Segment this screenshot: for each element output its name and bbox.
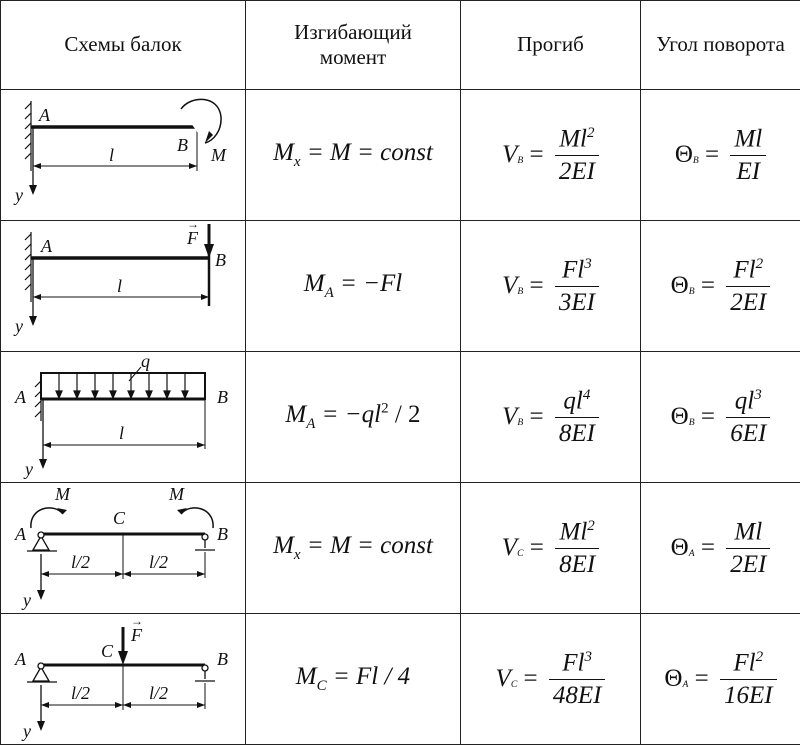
- table-row: [1, 352, 800, 483]
- scheme-cantilever-distributed: [1, 353, 241, 481]
- svg-text:→: →: [131, 615, 143, 628]
- angle-cell: $\Theta_B$ = $\frac{Ml}{EI}$: [641, 90, 800, 221]
- moment-cell: $M_C = Fl / 4$: [246, 614, 461, 745]
- moment-cell: $M_x = M$ = const: [246, 483, 461, 614]
- svg-text:A: A: [15, 524, 26, 544]
- svg-text:B: B: [217, 387, 228, 407]
- scheme-cell: [1, 352, 246, 483]
- deflection-cell: $V_C$ = $\frac{Fl^3}{48EI}$: [461, 614, 641, 745]
- table-row: [1, 483, 800, 614]
- svg-text:y: y: [15, 316, 23, 336]
- scheme-cantilever-moment: [1, 91, 241, 219]
- svg-text:F: F: [131, 625, 142, 645]
- svg-text:l/2: l/2: [71, 683, 91, 703]
- scheme-cell: [1, 483, 246, 614]
- svg-text:A: A: [15, 387, 26, 407]
- svg-text:A: A: [41, 236, 52, 256]
- moment-cell: $M_A = -ql^2 / 2$: [246, 352, 461, 483]
- svg-text:M: M: [55, 484, 70, 504]
- svg-text:l/2: l/2: [149, 552, 169, 572]
- angle-cell: $\Theta_B$ = $\frac{Fl^2}{2EI}$: [641, 221, 800, 352]
- scheme-cell: [1, 614, 246, 745]
- svg-text:y: y: [25, 459, 33, 479]
- fixed-support-hatch: [25, 101, 31, 171]
- svg-text:B: B: [217, 649, 228, 669]
- moment-arc-right: [181, 508, 213, 528]
- svg-text:l/2: l/2: [149, 683, 169, 703]
- svg-text:M: M: [211, 145, 226, 165]
- header-deflection: Прогиб: [461, 1, 641, 90]
- svg-text:A: A: [39, 105, 50, 125]
- scheme-cell: [1, 90, 246, 221]
- svg-text:M: M: [169, 484, 184, 504]
- svg-text:C: C: [101, 641, 114, 661]
- load-arrows: [56, 374, 188, 398]
- svg-text:y: y: [15, 185, 23, 205]
- deflection-cell: $V_C$ = $\frac{Ml^2}{8EI}$: [461, 483, 641, 614]
- header-moment: Изгибающий момент: [246, 1, 461, 90]
- svg-text:C: C: [113, 508, 126, 528]
- table-row: [1, 614, 800, 745]
- svg-text:B: B: [215, 250, 226, 270]
- svg-text:y: y: [23, 721, 31, 741]
- deflection-cell: $V_B$ = $\frac{Fl^3}{3EI}$: [461, 221, 641, 352]
- deflection-cell: $V_B$ = $\frac{Ml^2}{2EI}$: [461, 90, 641, 221]
- svg-text:y: y: [23, 590, 31, 610]
- svg-text:l: l: [117, 276, 123, 296]
- header-angle: Угол поворота: [641, 1, 800, 90]
- moment-arc-left: [31, 508, 63, 528]
- table-row: [1, 221, 800, 352]
- angle-cell: $\Theta_B$ = $\frac{ql^3}{6EI}$: [641, 352, 800, 483]
- svg-text:l: l: [109, 145, 115, 165]
- svg-text:l/2: l/2: [71, 552, 91, 572]
- scheme-cell: [1, 221, 246, 352]
- svg-text:B: B: [177, 135, 188, 155]
- header-row: [1, 1, 800, 90]
- scheme-simple-force: [1, 615, 241, 743]
- svg-text:l: l: [119, 423, 125, 443]
- load-frame: [41, 373, 205, 399]
- svg-text:F: F: [187, 228, 198, 248]
- svg-text:q: q: [141, 353, 150, 371]
- scheme-cantilever-force: [1, 222, 241, 350]
- svg-text:→: →: [187, 222, 199, 231]
- svg-text:B: B: [217, 524, 228, 544]
- moment-cell: $M_x = M$ = const: [246, 90, 461, 221]
- svg-text:A: A: [15, 649, 26, 669]
- deflection-cell: $V_B$ = $\frac{ql^4}{8EI}$: [461, 352, 641, 483]
- table-row: [1, 90, 800, 221]
- header-schemes: Схемы балок: [1, 1, 246, 90]
- angle-cell: $\Theta_A$ = $\frac{Fl^2}{16EI}$: [641, 614, 800, 745]
- moment-cell: $M_A = -Fl$: [246, 221, 461, 352]
- angle-cell: $\Theta_A$ = $\frac{Ml}{2EI}$: [641, 483, 800, 614]
- scheme-simple-moments: [1, 484, 241, 612]
- roller-support-right: [195, 534, 215, 550]
